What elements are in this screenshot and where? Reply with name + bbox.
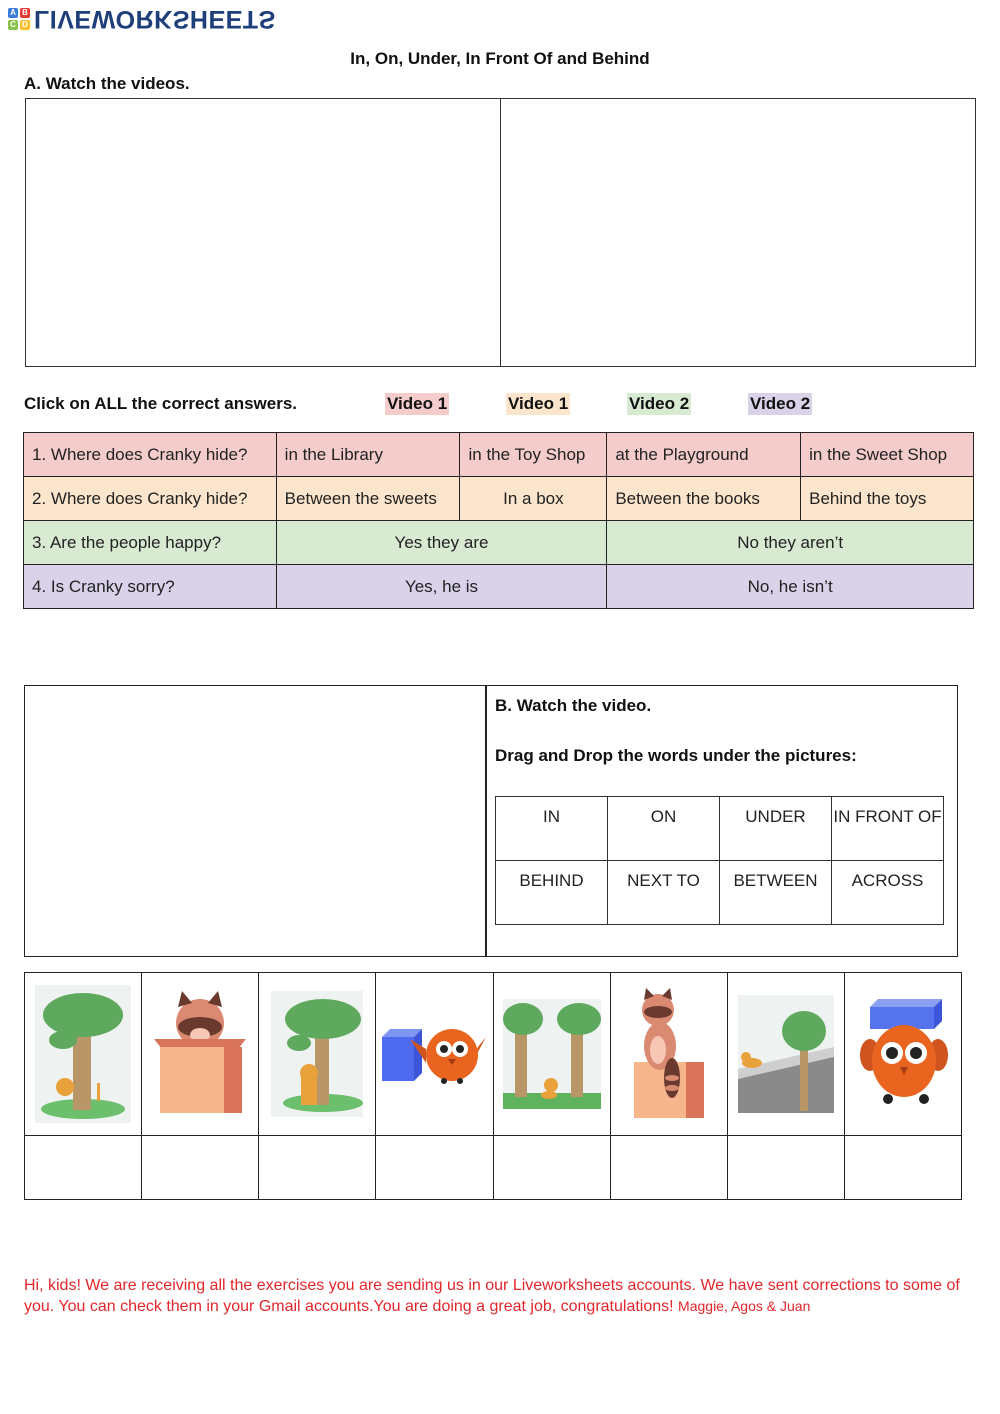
quiz-row-4 xyxy=(24,565,974,609)
quiz-row-2 xyxy=(24,477,974,521)
drop-zone[interactable] xyxy=(493,1136,610,1200)
section-a-heading: A. Watch the videos. xyxy=(24,74,190,93)
picture-cell xyxy=(610,973,727,1136)
picture-cell xyxy=(142,973,259,1136)
quiz-instruction: Click on ALL the correct answers. xyxy=(24,394,298,413)
picture-cell xyxy=(493,973,610,1136)
worksheet-title: In, On, Under, In Front Of and Behind xyxy=(350,49,650,68)
quiz-table xyxy=(23,432,974,609)
cat-in-front-of-tree-icon xyxy=(271,991,363,1117)
picture-cell xyxy=(259,973,376,1136)
answer-option[interactable]: in the Sweet Shop xyxy=(801,433,974,477)
picture-grid xyxy=(24,972,962,1200)
word-tile[interactable]: BEHIND xyxy=(496,861,608,925)
answer-option[interactable]: Between the sweets xyxy=(276,477,460,521)
note-signature: Maggie, Agos & Juan xyxy=(678,1298,811,1314)
raccoon-on-box-icon xyxy=(632,988,706,1120)
owl-next-to-cube-icon xyxy=(382,1019,486,1089)
logo-block: A xyxy=(8,8,18,18)
question-2: 2. Where does Cranky hide? xyxy=(24,477,277,521)
video-player-2[interactable] xyxy=(500,98,976,367)
question-4: 4. Is Cranky sorry? xyxy=(24,565,277,609)
picture-cell xyxy=(727,973,844,1136)
answer-option[interactable]: in the Toy Shop xyxy=(460,433,607,477)
answer-option[interactable]: Between the books xyxy=(607,477,801,521)
legend-video-2-purple: Video 2 xyxy=(750,394,811,413)
word-tile[interactable]: IN FRONT OF xyxy=(832,797,944,861)
video-player-1[interactable] xyxy=(25,98,501,367)
word-tile[interactable]: ON xyxy=(608,797,720,861)
logo-block: C xyxy=(8,20,18,30)
logo-block: D xyxy=(20,20,30,30)
teacher-note xyxy=(24,1276,994,1317)
drop-zone[interactable] xyxy=(376,1136,493,1200)
drop-zone[interactable] xyxy=(25,1136,142,1200)
word-tile[interactable]: UNDER xyxy=(720,797,832,861)
word-bank xyxy=(495,796,944,925)
answer-option[interactable]: No they aren’t xyxy=(607,521,974,565)
word-tile[interactable]: BETWEEN xyxy=(720,861,832,925)
word-tile[interactable]: NEXT TO xyxy=(608,861,720,925)
video-player-3[interactable] xyxy=(25,686,487,956)
word-tile[interactable]: ACROSS xyxy=(832,861,944,925)
logo-block: B xyxy=(20,8,30,18)
drop-zone[interactable] xyxy=(610,1136,727,1200)
note-text: Hi, kids! We are receiving all the exercises you are sending us in our Liveworksheets accounts. We have sent corrections to some of you. You can check them in your Gmail accounts.You are doing a great job, congratulations! xyxy=(24,1277,960,1315)
answer-option[interactable]: Yes they are xyxy=(276,521,607,565)
cat-across-road-icon xyxy=(738,995,834,1113)
drop-zone[interactable] xyxy=(844,1136,961,1200)
drop-zone[interactable] xyxy=(727,1136,844,1200)
answer-option[interactable]: In a box xyxy=(460,477,607,521)
picture-cell xyxy=(25,973,142,1136)
word-tile[interactable]: IN xyxy=(496,797,608,861)
question-3: 3. Are the people happy? xyxy=(24,521,277,565)
legend-video-1-red: Video 1 xyxy=(387,394,448,413)
question-1: 1. Where does Cranky hide? xyxy=(24,433,277,477)
picture-cell xyxy=(376,973,493,1136)
logo-blocks-icon xyxy=(8,8,30,30)
cube-on-owl-icon xyxy=(858,999,948,1109)
legend-video-2-green: Video 2 xyxy=(629,394,690,413)
quiz-row-1 xyxy=(24,433,974,477)
legend-video-1-orange: Video 1 xyxy=(508,394,569,413)
cat-between-trees-icon xyxy=(503,999,601,1109)
answer-option[interactable]: No, he isn’t xyxy=(607,565,974,609)
picture-cell xyxy=(844,973,961,1136)
answer-option[interactable]: Yes, he is xyxy=(276,565,607,609)
quiz-row-3 xyxy=(24,521,974,565)
answer-option[interactable]: in the Library xyxy=(276,433,460,477)
answer-option[interactable]: Behind the toys xyxy=(801,477,974,521)
section-b-instruction: Drag and Drop the words under the pictures: xyxy=(495,746,857,765)
drop-zone[interactable] xyxy=(259,1136,376,1200)
answer-option[interactable]: at the Playground xyxy=(607,433,801,477)
cat-behind-tree-icon xyxy=(35,985,131,1123)
liveworksheets-logo xyxy=(8,6,276,32)
raccoon-in-box-icon xyxy=(152,989,248,1119)
drop-zone[interactable] xyxy=(142,1136,259,1200)
logo-text: LIVEWORKSHEETS xyxy=(34,5,276,33)
section-b-heading: B. Watch the video. xyxy=(495,696,652,715)
